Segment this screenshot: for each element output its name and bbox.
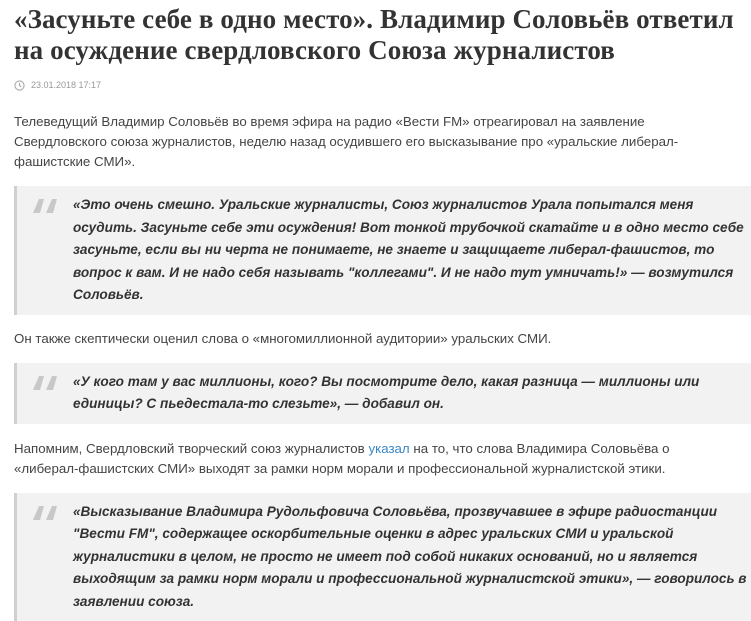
paragraph-audience: Он также скептически оценил слова о «многомиллионной аудитории» уральских СМИ. — [14, 329, 730, 349]
article — [14, 0, 751, 621]
article-meta — [14, 77, 751, 93]
publish-date: 23.01.2018 17:17 — [31, 80, 101, 90]
statement-link[interactable]: указал — [368, 441, 409, 456]
quote-text: «У кого там у вас миллионы, кого? Вы посмотрите дело, какая разница — миллионы или единицы? С пьедестала-то слезьте», — добавил он. — [73, 371, 751, 416]
blockquote-1 — [14, 186, 751, 315]
paragraph-text: на то, что слова Владимира Соловьёва о «либерал-фашистских СМИ» выходят за рамки норм морали и профессиональной журналистской этики. — [14, 441, 670, 476]
quote-mark-icon — [31, 372, 61, 392]
quote-text: «Высказывание Владимира Рудольфовича Соловьёва, прозвучавшее в эфире радиостанции "Вести FM", содержащее оскорбительные оценки в адрес уральских СМИ и уральской журналистики в целом, не просто не имеет под собой никаких оснований, но и является выходящим за рамки норм морали и профессиональной журналистской этики», — говорилось в заявлении союза. — [73, 501, 751, 614]
clock-icon — [14, 80, 25, 91]
blockquote-3 — [14, 493, 751, 621]
quote-mark-icon — [31, 502, 61, 522]
paragraph-text: Напомним, Свердловский творческий союз журналистов — [14, 441, 368, 456]
article-headline: «Засуньте себе в одно место». Владимир Соловьёв ответил на осуждение свердловского Союза журналистов — [14, 4, 751, 66]
paragraph-intro: Телеведущий Владимир Соловьёв во время эфира на радио «Вести FM» отреагировал на заявление Свердловского союза журналистов, неделю назад осудившего его высказывание про «уральские либерал-фашистские СМИ». — [14, 112, 730, 172]
blockquote-2 — [14, 363, 751, 424]
paragraph-reminder — [14, 439, 730, 479]
quote-mark-icon — [31, 195, 61, 215]
quote-text: «Это очень смешно. Уральские журналисты, Союз журналистов Урала попытался меня осудить. Засуньте себе эти осуждения! Вот тонкой трубочкой скатайте и в одно место себе засуньте, если вы ни черта не понимаете, не знаете и защищаете либерал-фашистов, то вопрос к вам. И не надо себя называть "коллегами". И не надо тут умничать!» — возмутился Соловьёв. — [73, 194, 751, 307]
